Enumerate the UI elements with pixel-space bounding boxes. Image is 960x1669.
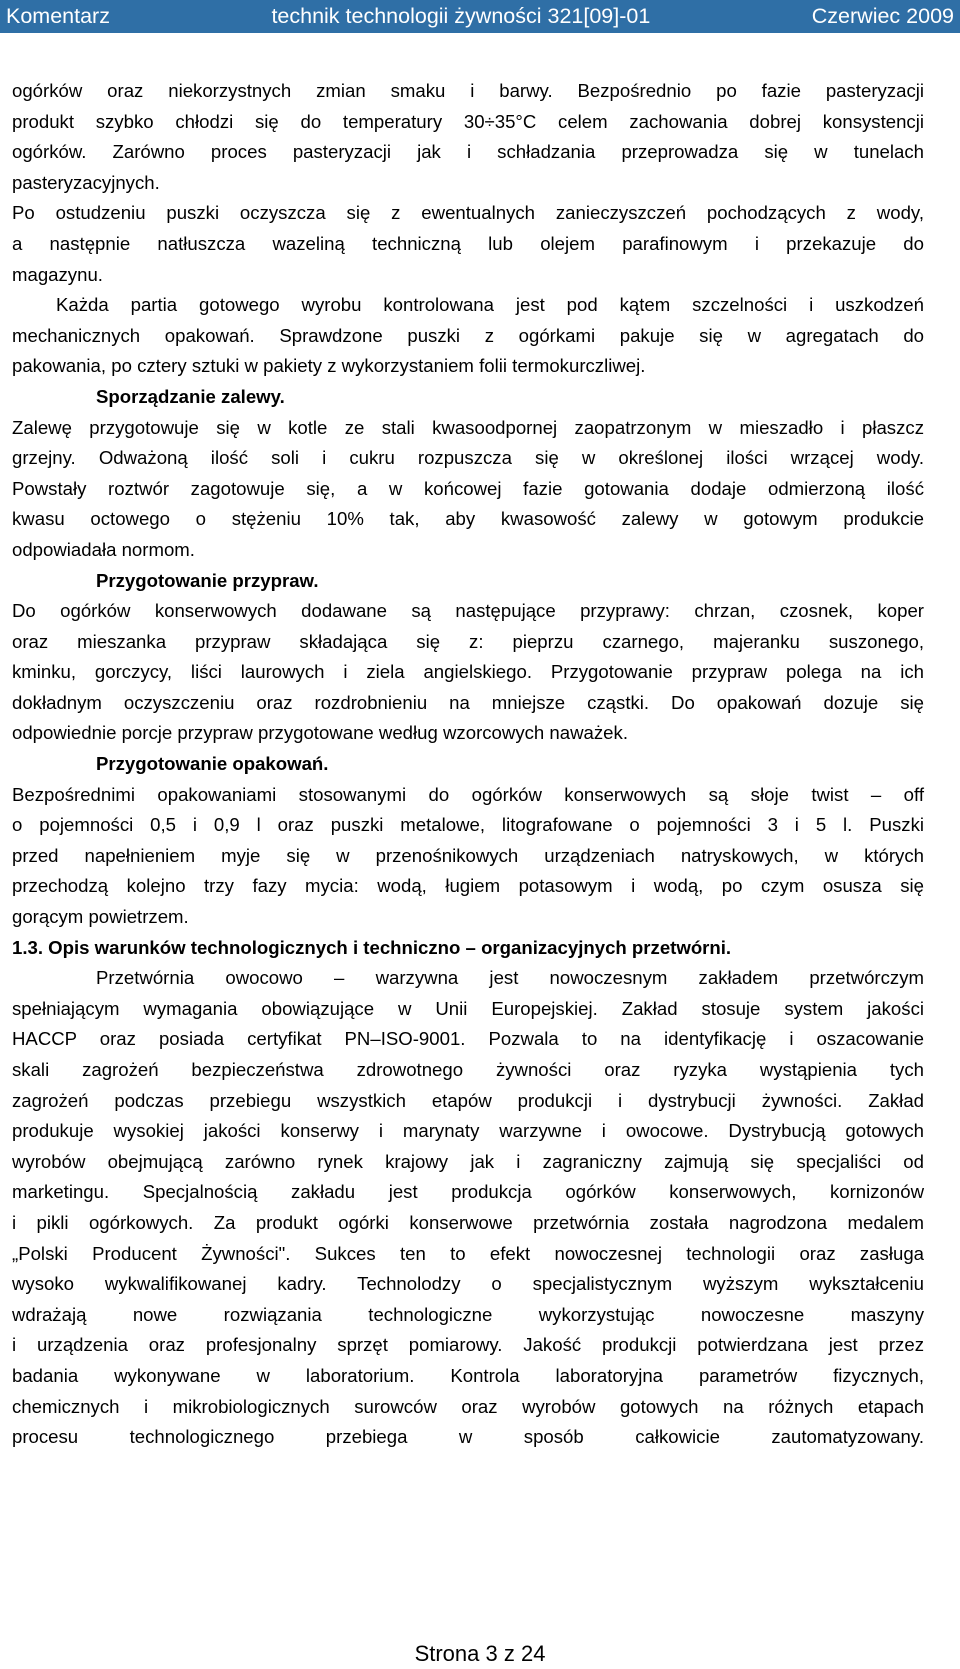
text-line: ogórków. Zarówno proces pasteryzacji jak i schładzania przeprowadza się w tunelach	[12, 141, 924, 163]
header-document-type: Komentarz	[6, 4, 110, 28]
text-line: Po ostudzeniu puszki oczyszcza się z ewentualnych zanieczyszczeń pochodzących z wody,	[12, 202, 924, 224]
text-line: produkuje wysokiej jakości konserwy i marynaty warzywne i owocowe. Dystrybucją gotowych	[12, 1120, 924, 1142]
text-line: wyrobów obejmującą zarówno rynek krajowy jak i zagraniczny zajmują się specjaliści od	[12, 1150, 924, 1172]
document-header	[0, 0, 960, 33]
text-line: wdrażają nowe rozwiązania technologiczne wykorzystując nowoczesne maszyny	[12, 1303, 924, 1325]
section-heading-opakowania: Przygotowanie opakowań.	[96, 753, 329, 775]
text-line: badania wykonywane w laboratorium. Kontrola laboratoryjna parametrów fizycznych,	[12, 1364, 924, 1386]
text-line: magazynu.	[12, 263, 103, 285]
text-line: HACCP oraz posiada certyfikat PN–ISO-9001. Pozwala to na identyfikację i oszacowanie	[12, 1028, 924, 1050]
document-body	[12, 76, 924, 1453]
text-line: oraz mieszanka przypraw składająca się z: pieprzu czarnego, majeranku suszonego,	[12, 630, 924, 652]
text-line: przed napełnieniem myje się w przenośnikowych urządzeniach natryskowych, w których	[12, 844, 924, 866]
text-line: i urządzenia oraz profesjonalny sprzęt pomiarowy. Jakość produkcji potwierdzana jest przez	[12, 1334, 924, 1356]
text-line: produkt szybko chłodzi się do temperatury 30÷35°C celem zachowania dobrej konsystencji	[12, 110, 924, 132]
text-line: „Polski Producent Żywności". Sukces ten to efekt nowoczesnej technologii oraz zasługa	[12, 1242, 924, 1264]
text-line: Każda partia gotowego wyrobu kontrolowana jest pod kątem szczelności i uszkodzeń	[56, 294, 924, 316]
text-line: procesu technologicznego przebiega w sposób całkowicie zautomatyzowany.	[12, 1426, 924, 1448]
text-line: Zalewę przygotowuje się w kotle ze stali kwasoodpornej zaopatrzonym w mieszadło i płaszcz	[12, 416, 924, 438]
text-line: odpowiadała normom.	[12, 538, 195, 560]
text-line: Do ogórków konserwowych dodawane są następujące przyprawy: chrzan, czosnek, koper	[12, 600, 924, 622]
text-line: grzejny. Odważoną ilość soli i cukru rozpuszcza się w określonej ilości wrzącej wody.	[12, 447, 924, 469]
text-line: przechodzą kolejno trzy fazy mycia: wodą, ługiem potasowym i wodą, po czym osusza się	[12, 875, 924, 897]
text-line: odpowiednie porcje przypraw przygotowane według wzorcowych naważek.	[12, 722, 628, 744]
text-line: i pikli ogórkowych. Za produkt ogórki konserwowe przetwórnia została nagrodzona medalem	[12, 1211, 924, 1233]
text-line: ogórków oraz niekorzystnych zmian smaku i barwy. Bezpośrednio po fazie pasteryzacji	[12, 80, 924, 101]
text-line: mechanicznych opakowań. Sprawdzone puszki z ogórkami pakuje się w agregatach do	[12, 324, 924, 346]
text-line: Bezpośrednimi opakowaniami stosowanymi do ogórków konserwowych są słoje twist – off	[12, 783, 924, 805]
text-line: kminku, gorczycy, liści laurowych i ziela angielskiego. Przygotowanie przypraw polega na ich	[12, 661, 924, 683]
text-line: a następnie natłuszcza wazeliną techniczną lub olejem parafinowym i przekazuje do	[12, 232, 924, 254]
text-line: o pojemności 0,5 i 0,9 l oraz puszki metalowe, litografowane o pojemności 3 i 5 l. Puszki	[12, 814, 924, 836]
text-line: spełniającym wymagania obowiązujące w Unii Europejskiej. Zakład stosuje system jakości	[12, 997, 924, 1019]
section-heading-1-3: 1.3. Opis warunków technologicznych i techniczno – organizacyjnych przetwórni.	[12, 936, 732, 958]
text-line: zagrożeń podczas przebiegu wszystkich etapów produkcji i dystrybucji żywności. Zakład	[12, 1089, 924, 1111]
text-line: kwasu octowego o stężeniu 10% tak, aby kwasowość zalewy w gotowym produkcie	[12, 508, 924, 530]
text-line: gorącym powietrzem.	[12, 906, 189, 928]
text-line: Przetwórnia owocowo – warzywna jest nowoczesnym zakładem przetwórczym	[96, 967, 924, 989]
text-line: pasteryzacyjnych.	[12, 171, 160, 193]
section-heading-zalewa: Sporządzanie zalewy.	[96, 385, 285, 407]
text-line: chemicznych i mikrobiologicznych surowców oraz wyrobów gotowych na różnych etapach	[12, 1395, 924, 1417]
header-profession-code: technik technologii żywności 321[09]-01	[271, 4, 651, 28]
text-line: Powstały roztwór zagotowuje się, a w końcowej fazie gotowania dodaje odmierzoną ilość	[12, 477, 924, 499]
page-number: Strona 3 z 24	[414, 1641, 546, 1666]
section-heading-przyprawy: Przygotowanie przypraw.	[96, 569, 319, 591]
text-line: pakowania, po cztery sztuki w pakiety z wykorzystaniem folii termokurczliwej.	[12, 355, 646, 377]
text-line: skali zagrożeń bezpieczeństwa zdrowotnego żywności oraz ryzyka wystąpienia tych	[12, 1059, 924, 1080]
text-line: marketingu. Specjalnością zakładu jest produkcja ogórków konserwowych, kornizonów	[12, 1181, 924, 1203]
text-line: dokładnym oczyszczeniu oraz rozdrobnieniu na mniejsze cząstki. Do opakowań dozuje się	[12, 691, 924, 713]
header-date: Czerwiec 2009	[811, 4, 954, 28]
text-line: wysoko wykwalifikowanej kadry. Technolodzy o specjalistycznym wyższym wykształceniu	[12, 1273, 924, 1295]
